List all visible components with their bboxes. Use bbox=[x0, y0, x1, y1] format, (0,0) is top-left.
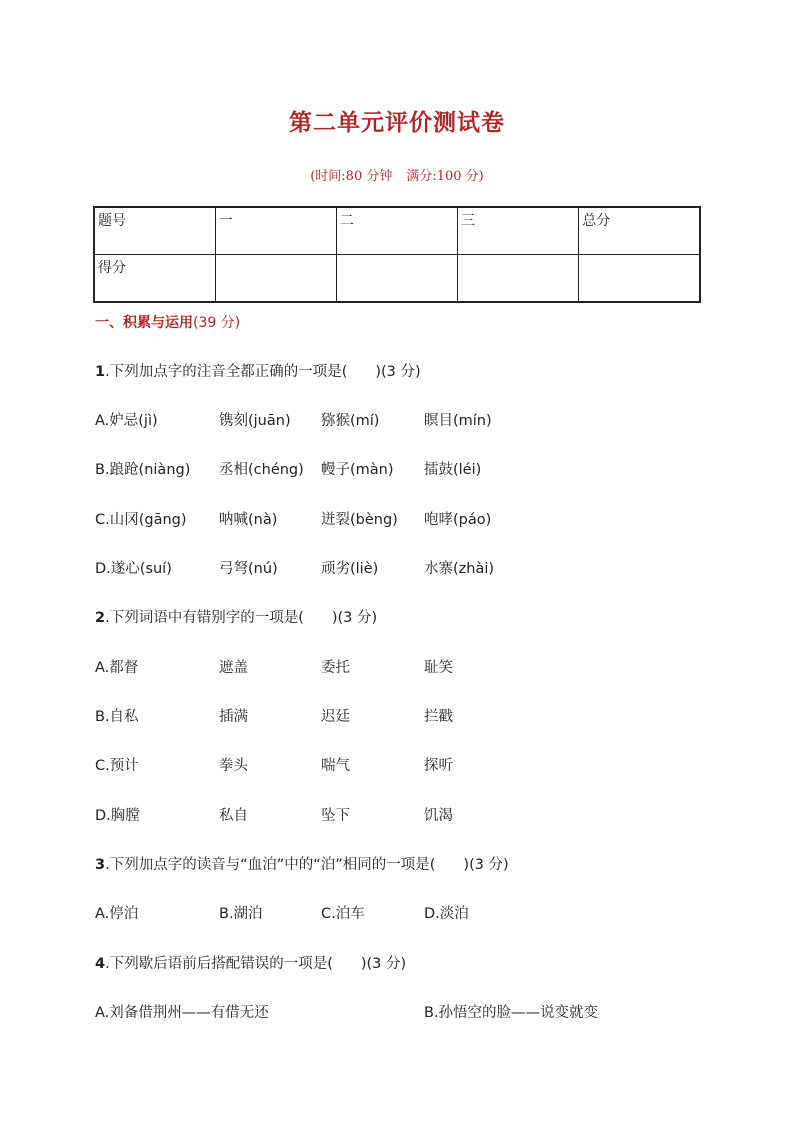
q1-option-b-4: 擂鼓(léi) bbox=[424, 462, 482, 478]
question-number: 3 bbox=[95, 857, 106, 873]
score-input-3[interactable] bbox=[458, 255, 579, 303]
question-text: .下列加点字的读音与“血泊”中的“泊”相同的一项是( bbox=[105, 857, 436, 873]
q1-option-a-1: A.妒忌(jì) bbox=[95, 413, 158, 429]
cell-total: 总分 bbox=[579, 207, 700, 255]
score-input-2[interactable] bbox=[336, 255, 457, 303]
section-title: 一、积累与运用 bbox=[95, 315, 193, 331]
question-tail: )(3 分) bbox=[375, 364, 421, 380]
q4-option-b: B.孙悟空的脸——说变就变 bbox=[424, 1005, 599, 1021]
q2-option-c-3: 喘气 bbox=[321, 758, 350, 774]
score-table-row-score bbox=[94, 255, 700, 303]
question-number: 4 bbox=[95, 956, 106, 972]
score-input-1[interactable] bbox=[215, 255, 336, 303]
score-table bbox=[93, 206, 701, 303]
q1-option-c-4: 咆哮(páo) bbox=[424, 512, 492, 528]
q2-option-d-3: 坠下 bbox=[321, 808, 350, 824]
q2-option-b-3: 迟廷 bbox=[321, 709, 350, 725]
question-text: .下列词语中有错别字的一项是( bbox=[105, 610, 304, 626]
score-input-total[interactable] bbox=[579, 255, 700, 303]
question-3 bbox=[95, 853, 509, 874]
q2-option-c-2: 拳头 bbox=[219, 758, 248, 774]
q2-option-d-4: 饥渴 bbox=[424, 808, 453, 824]
q1-option-a-4: 瞑目(mín) bbox=[424, 413, 492, 429]
q2-option-a-4: 耻笑 bbox=[424, 660, 453, 676]
q2-option-d-2: 私自 bbox=[219, 808, 248, 824]
subtitle-time: (时间:80 分钟 bbox=[310, 169, 393, 184]
q1-option-b-1: B.踉跄(niàng) bbox=[95, 462, 191, 478]
q1-option-c-1: C.山冈(gāng) bbox=[95, 512, 187, 528]
q2-option-a-3: 委托 bbox=[321, 660, 350, 676]
question-number: 2 bbox=[95, 610, 106, 626]
question-text: .下列加点字的注音全都正确的一项是( bbox=[105, 364, 348, 380]
cell-part-2: 二 bbox=[336, 207, 457, 255]
q2-option-c-1: C.预计 bbox=[95, 758, 139, 774]
cell-label-score: 得分 bbox=[94, 255, 215, 303]
q3-option-c: C.泊车 bbox=[321, 906, 365, 922]
q2-option-b-1: B.自私 bbox=[95, 709, 139, 725]
q1-option-b-3: 幔子(màn) bbox=[321, 462, 394, 478]
question-text: .下列歇后语前后搭配错误的一项是( bbox=[105, 956, 333, 972]
q1-option-b-2: 丞相(chéng) bbox=[219, 462, 304, 478]
section-points: (39 分) bbox=[193, 315, 241, 331]
q1-option-d-1: D.遂心(suí) bbox=[95, 561, 172, 577]
q1-option-c-3: 迸裂(bèng) bbox=[321, 512, 398, 528]
cell-label-question: 题号 bbox=[94, 207, 215, 255]
question-tail: )(3 分) bbox=[360, 956, 407, 972]
question-tail: )(3 分) bbox=[331, 610, 378, 626]
q2-option-a-1: A.都督 bbox=[95, 660, 139, 676]
q1-option-c-2: 呐喊(nà) bbox=[219, 512, 278, 528]
q1-option-a-3: 猕猴(mí) bbox=[321, 413, 380, 429]
q2-option-c-4: 探听 bbox=[424, 758, 453, 774]
subtitle-score: 满分:100 分) bbox=[406, 169, 484, 184]
q1-option-a-2: 镌刻(juān) bbox=[219, 413, 291, 429]
q2-option-b-2: 插满 bbox=[219, 709, 248, 725]
q2-option-d-1: D.胸膛 bbox=[95, 808, 140, 824]
q1-option-d-2: 弓弩(nú) bbox=[219, 561, 278, 577]
score-table-row-header bbox=[94, 207, 700, 255]
page-subtitle bbox=[0, 165, 794, 184]
q2-option-b-4: 拦戳 bbox=[424, 709, 453, 725]
cell-part-3: 三 bbox=[458, 207, 579, 255]
q3-option-d: D.淡泊 bbox=[424, 906, 469, 922]
page-title: 第二单元评价测试卷 bbox=[289, 109, 505, 136]
q1-option-d-3: 顽劣(liè) bbox=[321, 561, 379, 577]
question-1 bbox=[95, 360, 421, 381]
q2-option-a-2: 遮盖 bbox=[219, 660, 248, 676]
question-tail: )(3 分) bbox=[463, 857, 509, 873]
question-4 bbox=[95, 952, 406, 973]
q3-option-b: B.湖泊 bbox=[219, 906, 263, 922]
q4-option-a: A.刘备借荆州——有借无还 bbox=[95, 1005, 269, 1021]
q3-option-a: A.停泊 bbox=[95, 906, 139, 922]
q1-option-d-4: 水寨(zhài) bbox=[424, 561, 495, 577]
section-heading bbox=[95, 312, 240, 332]
cell-part-1: 一 bbox=[215, 207, 336, 255]
question-number: 1 bbox=[95, 364, 106, 380]
question-2 bbox=[95, 606, 377, 627]
